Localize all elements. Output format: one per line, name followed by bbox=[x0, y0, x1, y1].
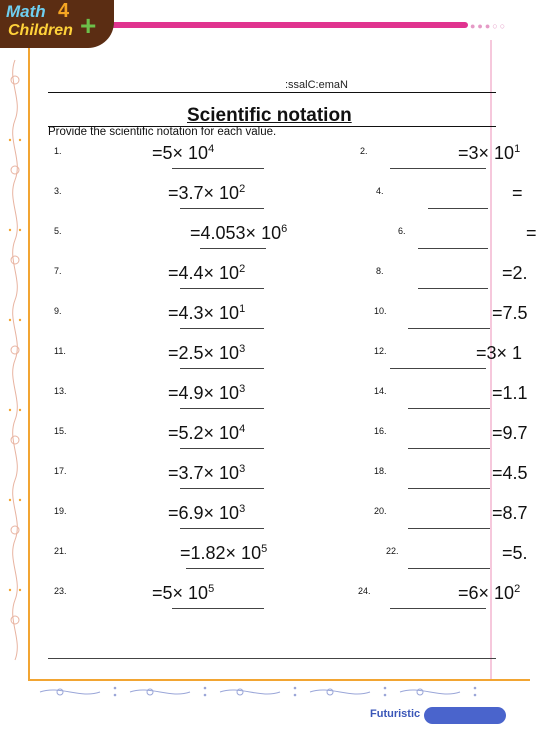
answer-mantissa: =2.5× 10 bbox=[168, 343, 240, 363]
answer-mantissa: =3.7× 10 bbox=[168, 463, 240, 483]
answer-exponent: 3 bbox=[239, 463, 246, 475]
question-answer bbox=[168, 183, 245, 204]
question-number: 24. bbox=[358, 586, 371, 596]
answer-exponent: 4 bbox=[239, 423, 246, 435]
footer-label: Futuristic bbox=[370, 708, 421, 720]
answer-underline bbox=[180, 288, 264, 289]
question-answer bbox=[502, 263, 528, 284]
answer-underline bbox=[180, 528, 264, 529]
answer-exponent: 4 bbox=[208, 143, 215, 155]
top-border-bar bbox=[96, 22, 468, 28]
question-number: 10. bbox=[374, 306, 387, 316]
question-number: 13. bbox=[54, 386, 67, 396]
question-number: 3. bbox=[54, 186, 62, 196]
question-number: 17. bbox=[54, 466, 67, 476]
answer-underline bbox=[180, 448, 264, 449]
question-number: 18. bbox=[374, 466, 387, 476]
answer-mantissa: =2. bbox=[502, 263, 528, 283]
answer-underline bbox=[408, 528, 490, 529]
answer-underline bbox=[408, 488, 490, 489]
answer-exponent: 1 bbox=[239, 303, 246, 315]
answer-underline bbox=[390, 368, 486, 369]
question-answer bbox=[492, 503, 528, 524]
answer-mantissa: =4.9× 10 bbox=[168, 383, 240, 403]
logo-text-children: Children bbox=[8, 22, 73, 39]
answer-underline bbox=[418, 288, 488, 289]
question-number: 15. bbox=[54, 426, 67, 436]
answer-exponent: 3 bbox=[239, 343, 246, 355]
answer-exponent: 3 bbox=[239, 503, 246, 515]
site-logo bbox=[0, 0, 114, 48]
answer-exponent: 2 bbox=[239, 183, 246, 195]
question-number: 9. bbox=[54, 306, 62, 316]
question-number: 22. bbox=[386, 546, 399, 556]
name-class-line bbox=[48, 92, 496, 93]
question-number: 1. bbox=[54, 146, 62, 156]
question-answer bbox=[168, 303, 245, 324]
question-number: 16. bbox=[374, 426, 387, 436]
left-border-line bbox=[28, 40, 30, 680]
question-number: 11. bbox=[54, 346, 66, 356]
question-number: 7. bbox=[54, 266, 62, 276]
answer-mantissa: =5.2× 10 bbox=[168, 423, 240, 443]
answer-mantissa: =7.5 bbox=[492, 303, 528, 323]
answer-exponent: 6 bbox=[281, 223, 288, 235]
question-number: 5. bbox=[54, 226, 62, 236]
footer-pill bbox=[424, 707, 506, 724]
answer-exponent: 2 bbox=[514, 583, 521, 595]
answer-underline bbox=[180, 328, 264, 329]
answer-mantissa: =5× 10 bbox=[152, 583, 209, 603]
question-answer bbox=[492, 463, 528, 484]
question-answer bbox=[492, 423, 528, 444]
logo-text-math: Math bbox=[6, 2, 46, 21]
answer-exponent: 5 bbox=[208, 583, 215, 595]
question-number: 8. bbox=[376, 266, 384, 276]
answer-underline bbox=[408, 448, 490, 449]
answer-underline bbox=[428, 208, 488, 209]
question-answer bbox=[180, 543, 267, 564]
answer-underline bbox=[390, 608, 486, 609]
question-answer bbox=[168, 423, 245, 444]
answer-underline bbox=[172, 608, 264, 609]
question-number: 20. bbox=[374, 506, 387, 516]
answer-exponent: 1 bbox=[514, 143, 521, 155]
question-answer bbox=[512, 183, 523, 204]
question-answer bbox=[168, 463, 245, 484]
answer-mantissa: = bbox=[512, 183, 523, 203]
answer-mantissa: =3× 1 bbox=[476, 343, 523, 363]
question-answer bbox=[168, 343, 245, 364]
answer-exponent: 3 bbox=[239, 383, 246, 395]
answer-exponent: 5 bbox=[261, 543, 268, 555]
question-answer bbox=[458, 143, 520, 164]
answer-underline bbox=[418, 248, 488, 249]
answer-underline bbox=[408, 408, 490, 409]
answer-mantissa: =6× 10 bbox=[458, 583, 515, 603]
bottom-border-line bbox=[28, 679, 530, 681]
answer-mantissa: =3× 10 bbox=[458, 143, 515, 163]
answer-exponent: 2 bbox=[239, 263, 246, 275]
answer-underline bbox=[172, 168, 264, 169]
name-class-label: :ssalC:emaN bbox=[285, 79, 348, 91]
question-answer bbox=[502, 543, 528, 564]
answer-mantissa: =1.82× 10 bbox=[180, 543, 262, 563]
footer-rule bbox=[48, 658, 496, 659]
question-number: 4. bbox=[376, 186, 384, 196]
answer-underline bbox=[390, 168, 486, 169]
question-answer bbox=[476, 343, 522, 364]
worksheet-instructions: Provide the scientific notation for each value. bbox=[48, 126, 277, 138]
question-number: 14. bbox=[374, 386, 387, 396]
question-answer bbox=[168, 383, 245, 404]
question-number: 19. bbox=[54, 506, 67, 516]
question-answer bbox=[526, 223, 537, 244]
question-answer bbox=[152, 583, 214, 604]
question-answer bbox=[190, 223, 287, 244]
top-border-dots: ●●●○○ bbox=[470, 21, 508, 31]
answer-mantissa: =4.053× 10 bbox=[190, 223, 282, 243]
question-answer bbox=[492, 383, 528, 404]
question-number: 12. bbox=[374, 346, 387, 356]
answer-underline bbox=[180, 208, 264, 209]
answer-mantissa: =3.7× 10 bbox=[168, 183, 240, 203]
question-answer bbox=[492, 303, 528, 324]
answer-mantissa: =4.4× 10 bbox=[168, 263, 240, 283]
question-number: 2. bbox=[360, 146, 368, 156]
answer-mantissa: =4.5 bbox=[492, 463, 528, 483]
answer-underline bbox=[180, 408, 264, 409]
answer-mantissa: =8.7 bbox=[492, 503, 528, 523]
question-answer bbox=[152, 143, 214, 164]
answer-mantissa: =5. bbox=[502, 543, 528, 563]
logo-text-number: 4 bbox=[58, 0, 70, 22]
question-answer bbox=[168, 263, 245, 284]
answer-mantissa: =9.7 bbox=[492, 423, 528, 443]
answer-underline bbox=[200, 248, 266, 249]
answer-mantissa: =1.1 bbox=[492, 383, 528, 403]
worksheet-title: Scientific notation bbox=[187, 105, 352, 126]
question-number: 6. bbox=[398, 226, 406, 236]
logo-plus-icon: + bbox=[80, 10, 97, 41]
answer-mantissa: =5× 10 bbox=[152, 143, 209, 163]
answer-mantissa: = bbox=[526, 223, 537, 243]
answer-underline bbox=[180, 488, 264, 489]
answer-underline bbox=[186, 568, 264, 569]
question-answer bbox=[168, 503, 245, 524]
answer-mantissa: =4.3× 10 bbox=[168, 303, 240, 323]
answer-underline bbox=[408, 328, 490, 329]
answer-underline bbox=[180, 368, 264, 369]
left-ornament-icon bbox=[4, 60, 26, 680]
bottom-ornament-icon bbox=[30, 683, 530, 701]
question-number: 21. bbox=[54, 546, 67, 556]
answer-underline bbox=[408, 568, 490, 569]
question-answer bbox=[458, 583, 520, 604]
answer-mantissa: =6.9× 10 bbox=[168, 503, 240, 523]
question-number: 23. bbox=[54, 586, 67, 596]
